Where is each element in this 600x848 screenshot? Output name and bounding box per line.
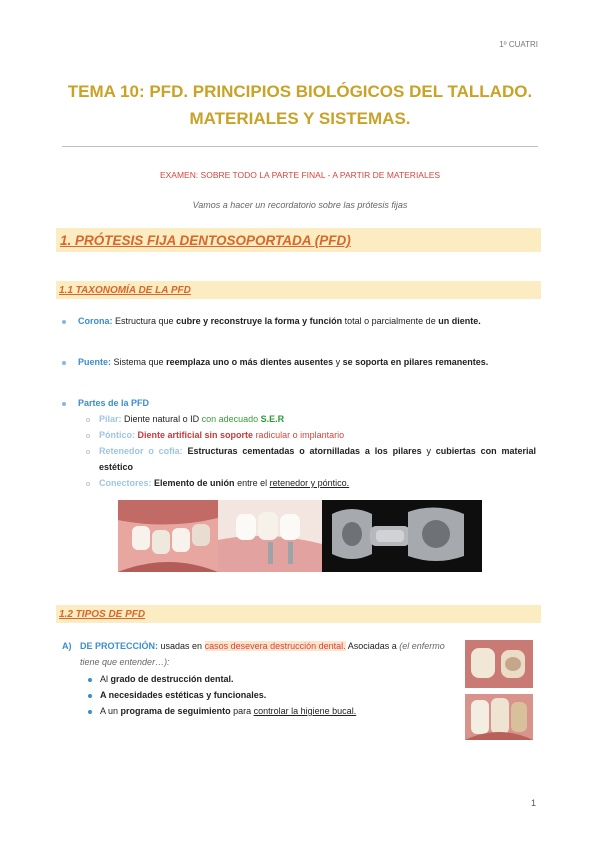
- puente-item: Puente: Sistema que reemplaza uno o más dientes ausentes y se soporta en pilares remanentes.: [78, 357, 489, 367]
- title-line-1: TEMA 10: PFD. PRINCIPIOS BIOLÓGICOS DEL TALLADO.: [67, 82, 533, 101]
- exam-note: EXAMEN: SOBRE TODO LA PARTE FINAL - A PARTIR DE MATERIALES: [159, 170, 441, 180]
- section-1-2-heading: 1.2 TIPOS DE PFD: [56, 605, 541, 623]
- divider: [62, 146, 538, 147]
- tooth-destruction-photo: [465, 640, 533, 688]
- bullet-icon: [62, 361, 66, 365]
- retenedor-item: Retenedor o cofia: Estructuras cementadas o atornilladas a los pilares y cubiertas con material estético: [99, 446, 536, 472]
- header-label: 1º CUATRI: [499, 40, 538, 49]
- recap-note: Vamos a hacer un recordatorio sobre las prótesis fijas: [192, 200, 408, 210]
- bullet-icon: [88, 710, 92, 714]
- page-number: 1: [530, 798, 536, 808]
- tooth-photo-2: [465, 694, 533, 740]
- item-a-sub-2: A necesidades estéticas y funcionales.: [100, 690, 267, 700]
- item-a-marker: A): [62, 641, 72, 651]
- dental-bridge-photos: [118, 500, 482, 572]
- sub-bullet-icon: [86, 482, 90, 486]
- page-title: [40, 78, 560, 132]
- section-1-heading: 1. PRÓTESIS FIJA DENTOSOPORTADA (PFD): [56, 228, 541, 252]
- pilar-item: Pilar: Diente natural o ID con adecuado S.E.R: [99, 414, 285, 424]
- item-a-sub-3: A un programa de seguimiento para controlar la higiene bucal.: [100, 706, 357, 716]
- title-line-2: MATERIALES Y SISTEMAS.: [189, 109, 411, 128]
- sub-bullet-icon: [86, 450, 90, 454]
- corona-item: Corona: Estructura que cubre y reconstruye la forma y función total o parcialmente de un diente.: [78, 316, 481, 326]
- pontico-item: Póntico: Diente artificial sin soporte radicular o implantario: [99, 430, 345, 440]
- bullet-icon: [62, 320, 66, 324]
- item-a-sub-1: Al grado de destrucción dental.: [100, 674, 234, 684]
- bullet-icon: [62, 402, 66, 406]
- section-1-1-heading: 1.1 TAXONOMÍA DE LA PFD: [56, 281, 541, 299]
- partes-label: Partes de la PFD: [78, 398, 150, 408]
- sub-bullet-icon: [86, 434, 90, 438]
- tooth-photo-1: [465, 640, 533, 688]
- sub-bullet-icon: [86, 418, 90, 422]
- bullet-icon: [88, 694, 92, 698]
- bullet-icon: [88, 678, 92, 682]
- item-a-text: DE PROTECCIÓN: usadas en casos desevera destrucción dental. Asociadas a (el enfermo tiene que entender…):: [80, 641, 445, 667]
- conectores-item: Conectores: Elemento de unión entre el retenedor y póntico.: [99, 478, 350, 488]
- tooth-hygiene-photo: [465, 694, 533, 740]
- pfd-photos: [118, 500, 482, 572]
